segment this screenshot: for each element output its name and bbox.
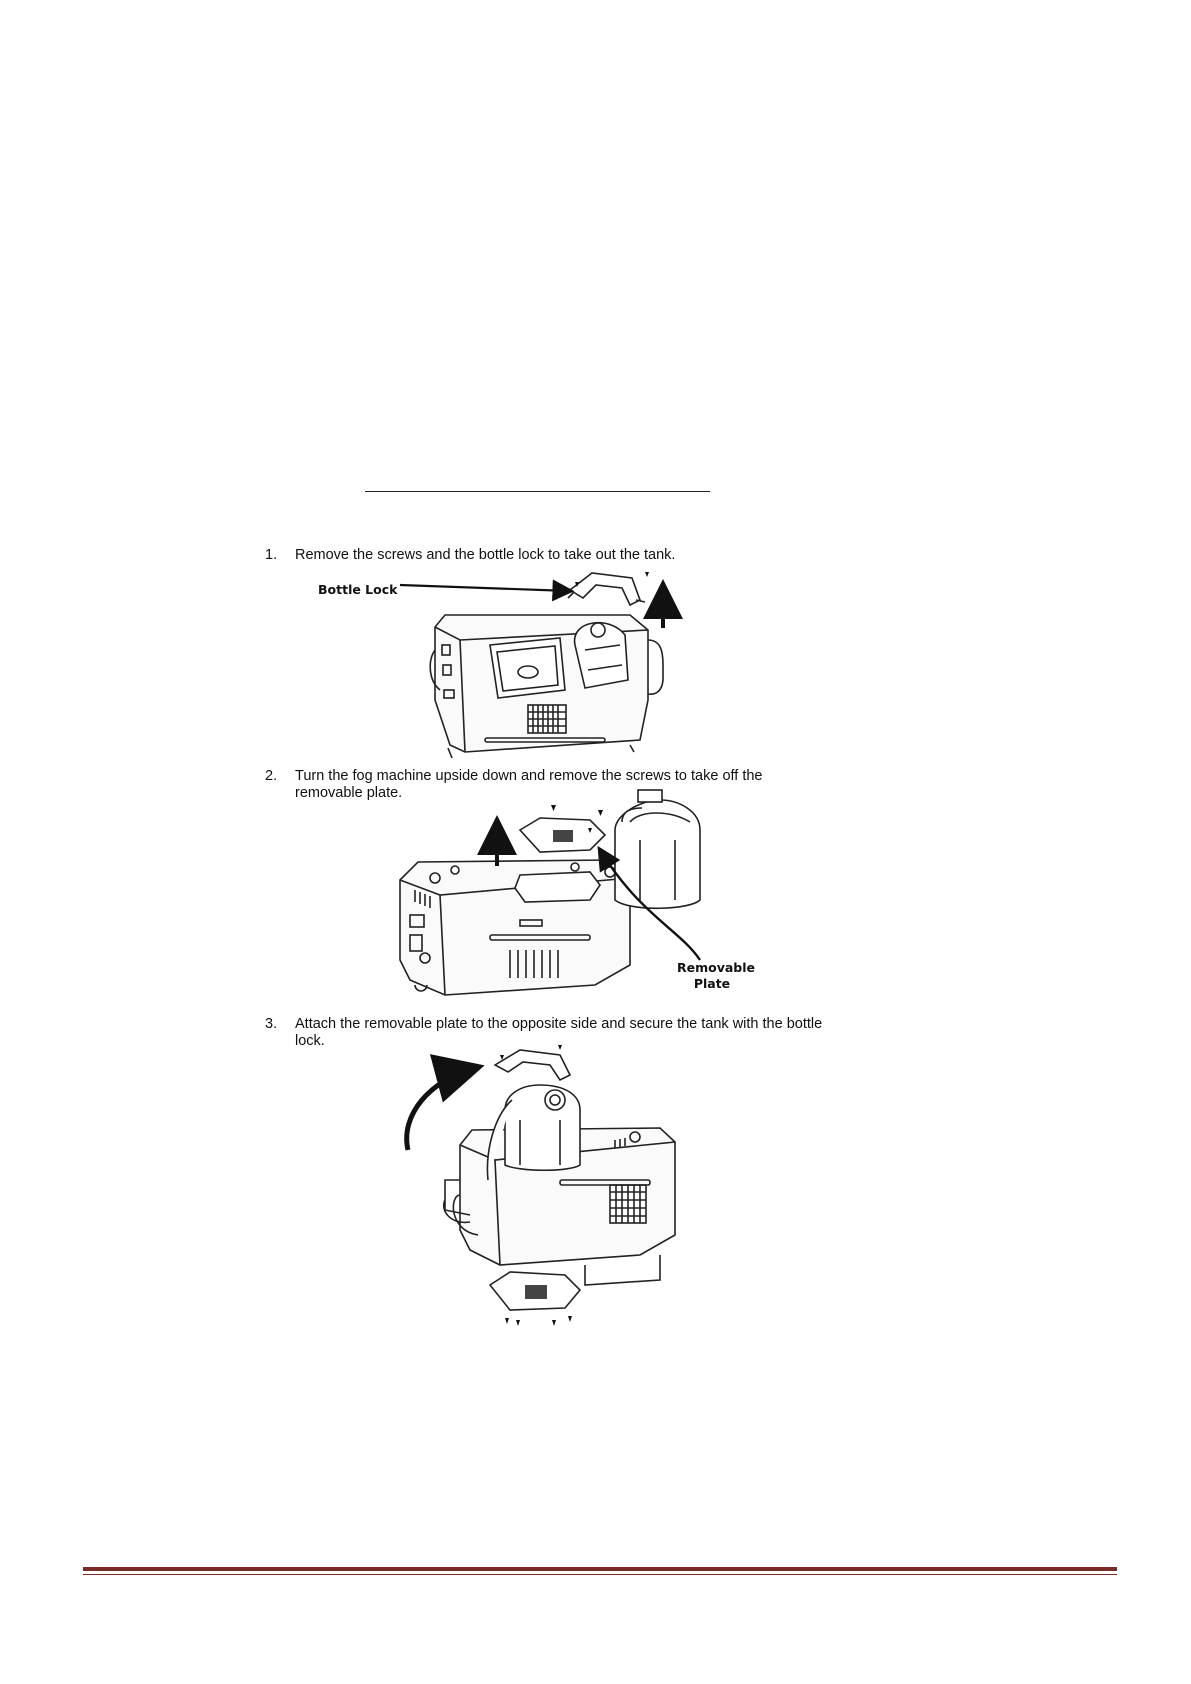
step-3-text: Attach the removable plate to the opposite side and secure the tank with the bottle lock.: [295, 1016, 823, 1049]
step-3-number: 3.: [265, 1016, 278, 1032]
step-1-number: 1.: [265, 547, 278, 563]
footer-rule-thin: [83, 1574, 1117, 1575]
figure-3-removable-plate: [490, 1272, 580, 1326]
figure-2-machine: [400, 860, 630, 995]
bottle-lock-label: Bottle Lock: [318, 582, 398, 597]
footer-rule-thick: [83, 1567, 1117, 1571]
figure-2-tank: [615, 790, 700, 908]
step-2-text: Turn the fog machine upside down and remove the screws to take off the removable plate.: [295, 768, 763, 801]
figure-1-machine: [430, 615, 663, 758]
rotate-arrow: [407, 1068, 475, 1150]
removable-plate-label: Removable Plate: [677, 960, 756, 991]
step-1-text: Remove the screws and the bottle lock to take out the tank.: [295, 547, 676, 563]
figure-3-bottle-lock: [495, 1045, 570, 1080]
bottle-lock-pointer-arrow: [400, 585, 570, 591]
figure-1-bottle-lock: [568, 572, 649, 605]
step-2-number: 2.: [265, 768, 278, 784]
figure-2-removable-plate: [520, 805, 605, 852]
